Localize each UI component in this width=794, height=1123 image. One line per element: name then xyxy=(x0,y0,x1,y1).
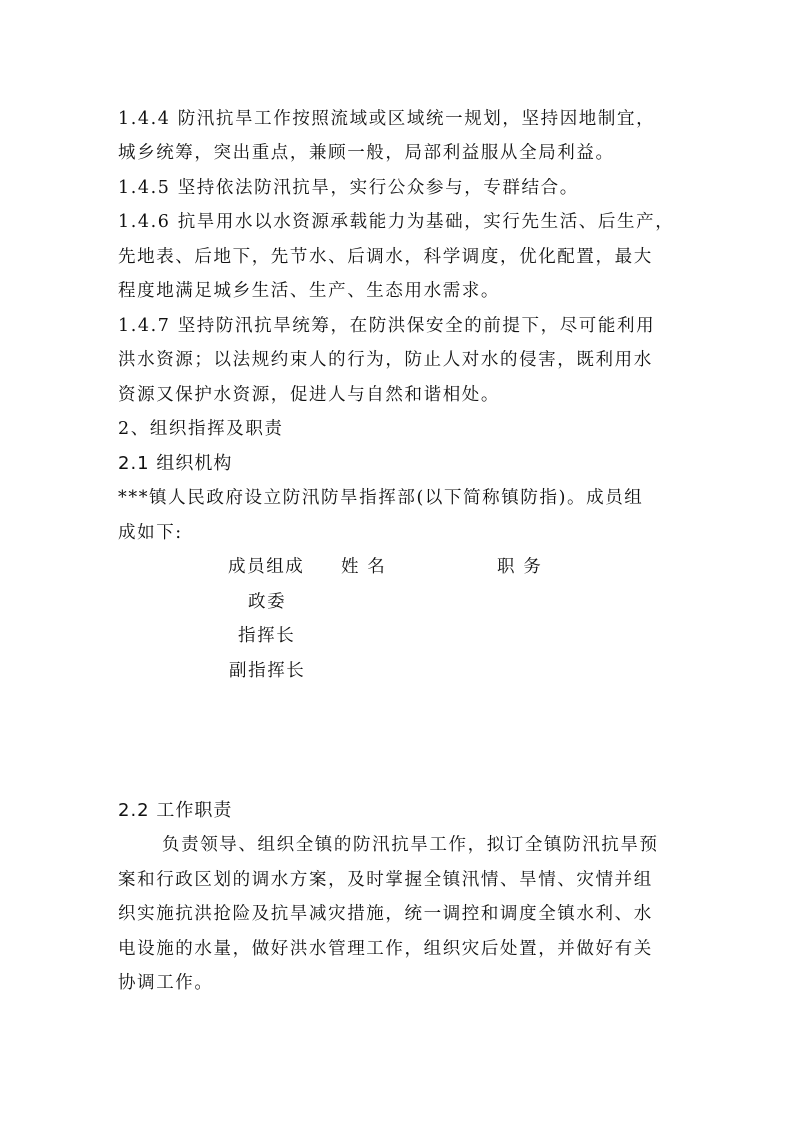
table-header-name: 姓 名 xyxy=(341,557,387,577)
item-1-4-6-line-1: 1.4.6 抗旱用水以水资源承载能力为基础，实行先生活、后生产， xyxy=(118,212,675,232)
item-1-4-5-line-1: 1.4.5 坚持依法防汛抗旱，实行公众参与，专群结合。 xyxy=(118,178,579,198)
section-2-2-line-2: 案和行政区划的调水方案，及时掌握全镇汛情、旱情、灾情并组 xyxy=(118,870,653,890)
section-2-2-line-5: 协调工作。 xyxy=(118,973,214,993)
section-2-1-line-2: 成如下: xyxy=(118,523,183,543)
item-1-4-6-line-3: 程度地满足城乡生活、生产、生态用水需求。 xyxy=(118,281,500,301)
item-1-4-7-line-1: 1.4.7 坚持防汛抗旱统筹，在防洪保安全的前提下，尽可能利用 xyxy=(118,316,656,336)
section-2-title: 2、组织指挥及职责 xyxy=(118,419,284,439)
item-1-4-4-line-2: 城乡统筹，突出重点，兼顾一般，局部利益服从全局利益。 xyxy=(118,143,615,163)
section-2-2-heading: 2.2 工作职责 xyxy=(118,800,233,821)
section-2-2-line-1: 负责领导、组织全镇的防汛抗旱工作，拟订全镇防汛抗旱预 xyxy=(162,835,659,855)
item-1-4-7-line-3: 资源又保护水资源，促进人与自然和谐相处。 xyxy=(118,385,500,405)
item-1-4-7-line-2: 洪水资源；以法规约束人的行为，防止人对水的侵害，既利用水 xyxy=(118,350,653,370)
section-2-2-line-4: 电设施的水量，做好洪水管理工作，组织灾后处置，并做好有关 xyxy=(118,939,653,959)
section-2-1-line-1: ***镇人民政府设立防汛防旱指挥部(以下简称镇防指)。成员组 xyxy=(118,488,644,508)
table-row-member: 指挥长 xyxy=(238,626,296,646)
item-1-4-6-line-2: 先地表、后地下，先节水、后调水，科学调度，优化配置，最大 xyxy=(118,247,653,267)
table-row-member: 政委 xyxy=(248,592,287,612)
item-1-4-4-line-1: 1.4.4 防汛抗旱工作按照流域或区域统一规划，坚持因地制宜， xyxy=(118,109,656,129)
table-header-member: 成员组成 xyxy=(228,557,305,577)
table-header-duty: 职 务 xyxy=(497,557,543,577)
section-2-2-line-3: 织实施抗洪抢险及抗旱减灾措施，统一调控和调度全镇水利、水 xyxy=(118,904,653,924)
section-2-1-heading: 2.1 组织机构 xyxy=(118,453,233,474)
table-row-member: 副指挥长 xyxy=(229,661,306,681)
